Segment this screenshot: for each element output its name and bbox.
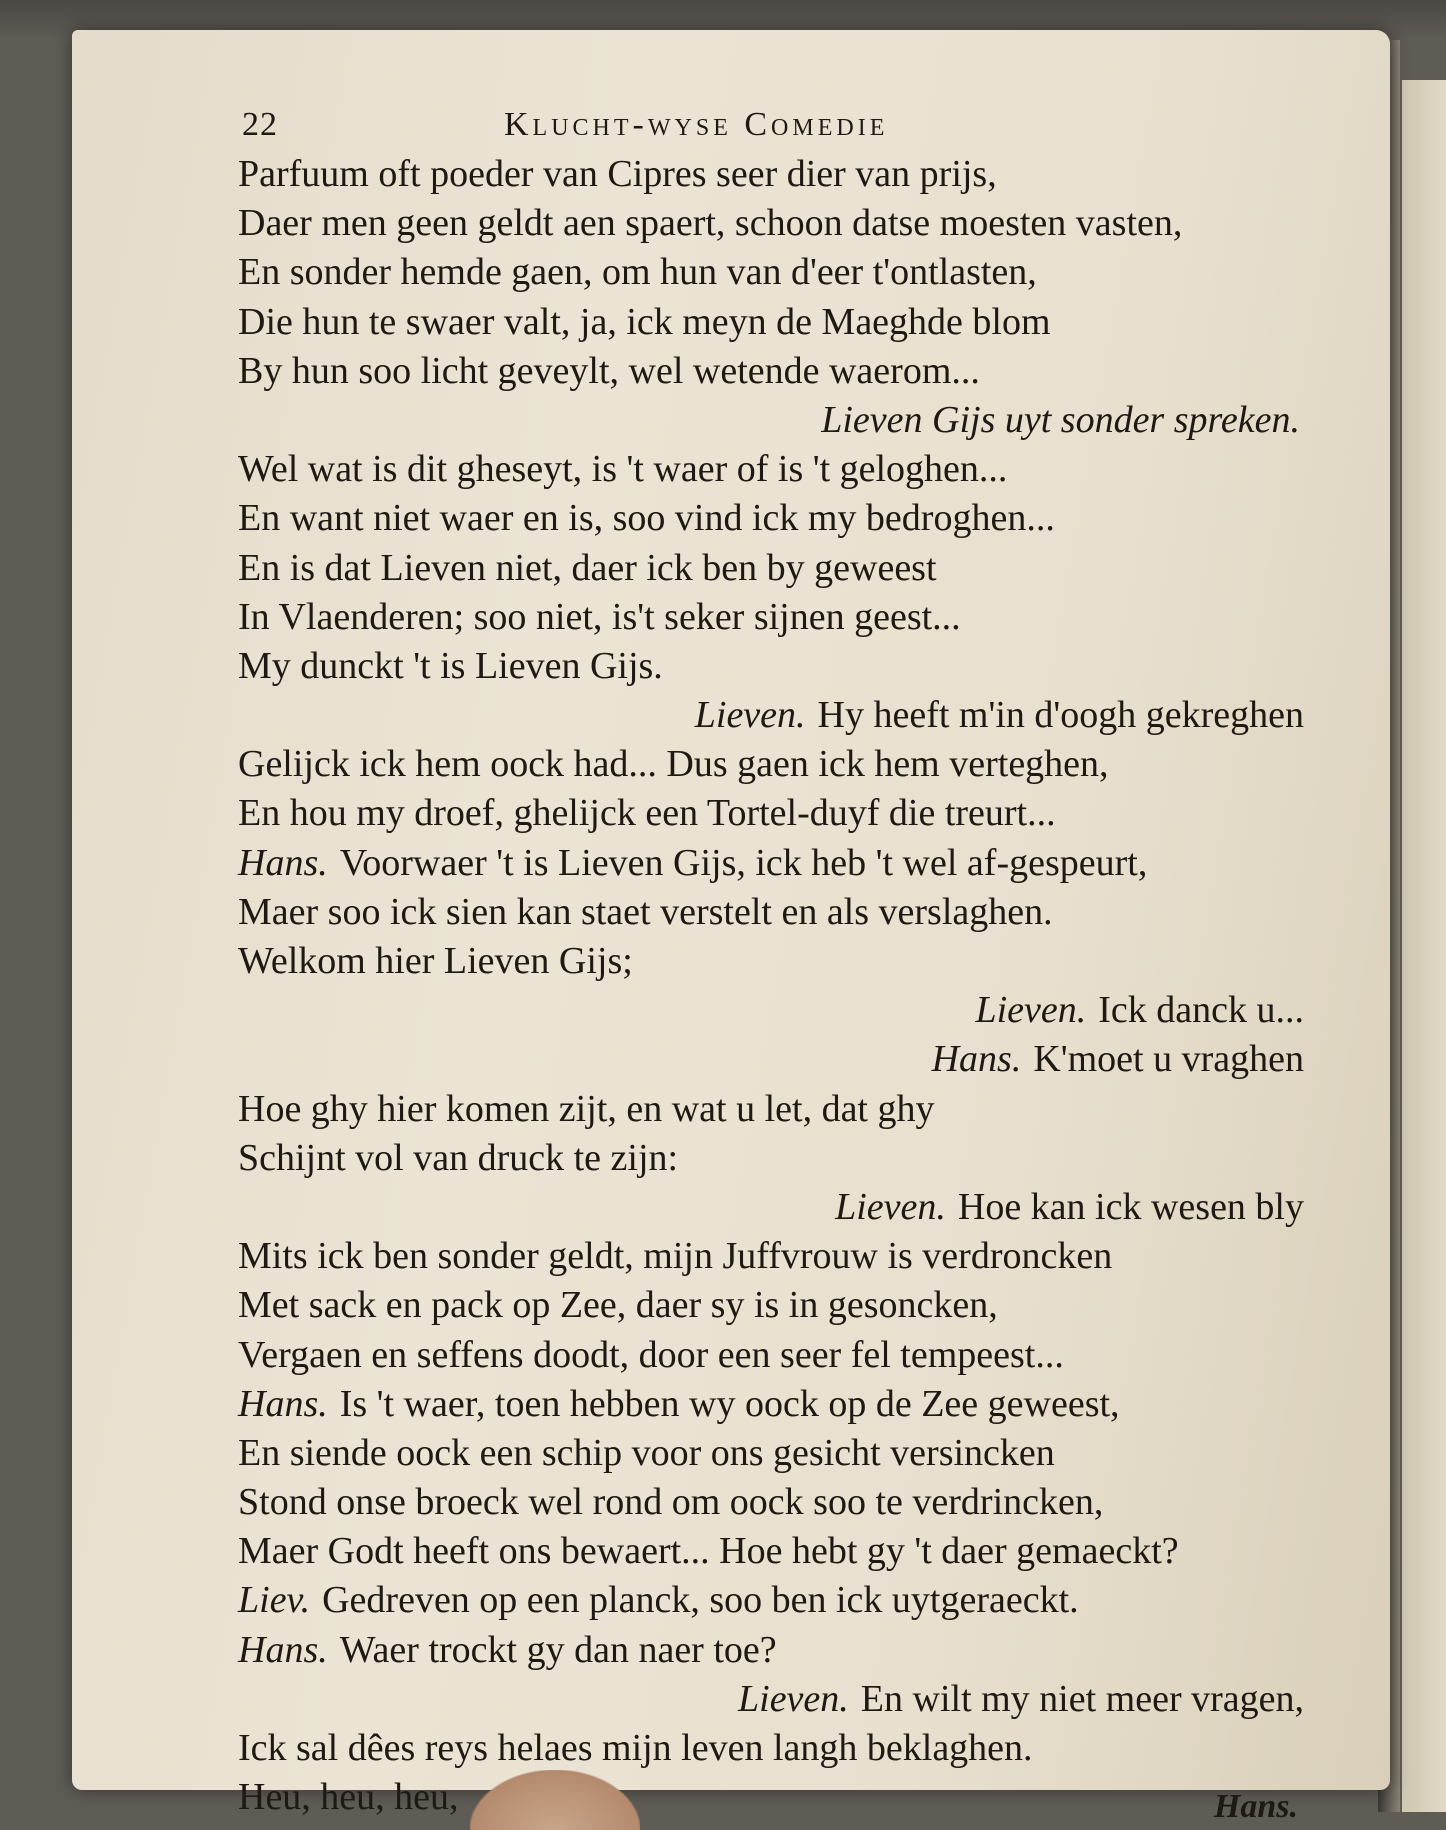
verse-line <box>164 691 1364 740</box>
book-page <box>72 30 1390 1825</box>
stage-direction <box>164 396 1364 445</box>
verse-line <box>164 937 1364 986</box>
page-number: 22 <box>242 106 278 143</box>
speaker-name: Lieven. <box>738 1677 849 1720</box>
line-text: K'moet u vraghen <box>1033 1038 1304 1081</box>
verse-line <box>164 1380 1364 1429</box>
speaker-name: Lieven. <box>975 989 1087 1032</box>
line-text: En sonder hemde gaen, om hun van d'eer t'ontlasten, <box>238 251 1037 294</box>
line-text: En wilt my niet meer vragen, <box>860 1677 1304 1720</box>
verse-line <box>164 1429 1364 1478</box>
line-text: Maer Godt heeft ons bewaert... Hoe hebt gy 't daer gemaeckt? <box>238 1530 1179 1573</box>
verse-line <box>164 888 1364 937</box>
verse-line <box>164 1085 1364 1134</box>
line-text: Die hun te swaer valt, ja, ick meyn de Maeghde blom <box>238 300 1051 343</box>
verse-line <box>164 740 1364 789</box>
speaker-name: Lieven. <box>835 1185 946 1228</box>
verse-line <box>164 494 1364 543</box>
verse-line <box>164 642 1364 691</box>
line-text: Ick sal dêes reys helaes mijn leven langh beklaghen. <box>238 1727 1033 1769</box>
line-text: Gelijck ick hem oock had... Dus gaen ick hem verteghen, <box>238 743 1109 786</box>
line-text: Met sack en pack op Zee, daer sy is in gesoncken, <box>238 1284 998 1327</box>
verse-line <box>164 1232 1364 1281</box>
verse-line <box>164 1183 1364 1232</box>
line-text: Mits ick ben sonder geldt, mijn Juffvrouw is verdroncken <box>238 1235 1113 1278</box>
verse-line <box>164 445 1364 494</box>
line-text: Gedreven op een planck, soo ben ick uytgeraeckt. <box>322 1579 1079 1622</box>
line-text: Stond onse broeck wel rond om oock soo te verdrincken, <box>238 1481 1104 1524</box>
verse-line <box>164 1576 1364 1625</box>
speaker-name: Hans. <box>931 1038 1022 1081</box>
verse-line <box>164 1626 1364 1675</box>
verse-line <box>164 1134 1364 1183</box>
line-text: Maer soo ick sien kan staet verstelt en als verslaghen. <box>238 890 1053 933</box>
line-text: Heu, heu, heu, <box>238 1776 459 1819</box>
line-text: Vergaen en seffens doodt, door een seer fel tempeest... <box>238 1333 1064 1376</box>
verse-line <box>164 789 1364 838</box>
verse-line <box>164 1331 1364 1380</box>
line-text: Is 't waer, toen hebben wy oock op de Zee geweest, <box>339 1382 1120 1425</box>
page-text <box>164 88 1364 1822</box>
catchword: Hans. <box>1213 1788 1298 1825</box>
verse-line <box>164 1478 1364 1527</box>
line-text: En want niet waer en is, soo vind ick my bedroghen... <box>238 497 1055 540</box>
speaker-name: Hans. <box>238 1628 328 1671</box>
line-text: Waer trockt gy dan naer toe? <box>339 1628 777 1671</box>
line-text: Hoe ghy hier komen zijt, en wat u let, dat ghy <box>238 1087 935 1130</box>
line-text: Daer men geen geldt aen spaert, schoon datse moesten vasten, <box>238 202 1183 245</box>
line-text: Schijnt vol van druck te zijn: <box>238 1136 679 1179</box>
speaker-name: Lieven. <box>694 694 806 737</box>
facing-page-edge <box>1402 80 1446 1812</box>
verse-line <box>164 199 1364 248</box>
verse-line <box>164 1035 1364 1084</box>
thumb <box>470 1770 640 1830</box>
line-text: Lieven Gijs uyt sonder spreken. <box>821 398 1300 441</box>
speaker-name: Hans. <box>238 841 328 884</box>
speaker-name: Hans. <box>238 1382 328 1425</box>
verse-line <box>164 986 1364 1035</box>
verse-line <box>164 347 1364 396</box>
verse-line <box>164 593 1364 642</box>
verse-line <box>164 248 1364 297</box>
verse-line <box>164 1675 1364 1724</box>
line-text: Hy heeft m'in d'oogh gekreghen <box>817 694 1304 737</box>
line-text: Parfuum oft poeder van Cipres seer dier van prijs, <box>238 153 997 195</box>
page-header <box>164 88 1364 150</box>
line-text: My dunckt 't is Lieven Gijs. <box>238 644 663 687</box>
verse-line <box>164 1527 1364 1576</box>
verse-line <box>164 1724 1364 1773</box>
line-text: Wel wat is dit ghеseyt, is 't waer of is 't geloghen... <box>238 448 1008 491</box>
verse-line <box>164 544 1364 593</box>
line-text: By hun soo licht geveylt, wel wetende waerom... <box>238 349 980 392</box>
line-text: Hoe kan ick wesen bly <box>957 1185 1304 1228</box>
verse-line <box>164 1281 1364 1330</box>
line-text: Welkom hier Lieven Gijs; <box>238 940 633 982</box>
verse-line <box>164 150 1364 199</box>
line-text: Voorwaer 't is Lieven Gijs, ick heb 't wel af-gespeurt, <box>339 841 1148 884</box>
verse-line <box>164 839 1364 888</box>
line-text: In Vlaenderen; soo niet, is't seker sijnen geest... <box>238 595 961 638</box>
speaker-name: Liev. <box>238 1579 311 1622</box>
verse-lines <box>164 150 1364 1822</box>
line-text: En siende oock een schip voor ons gesicht versincken <box>238 1431 1055 1474</box>
line-text: En hou my droef, ghelijck een Tortel-duyf die treurt... <box>238 792 1056 835</box>
verse-line <box>164 298 1364 347</box>
line-text: En is dat Lieven niet, daer ick ben by geweest <box>238 546 937 589</box>
verse-line <box>164 1773 1364 1822</box>
running-title: Klucht-wyse Comedie <box>504 106 889 143</box>
line-text: Ick danck u... <box>1098 989 1304 1032</box>
